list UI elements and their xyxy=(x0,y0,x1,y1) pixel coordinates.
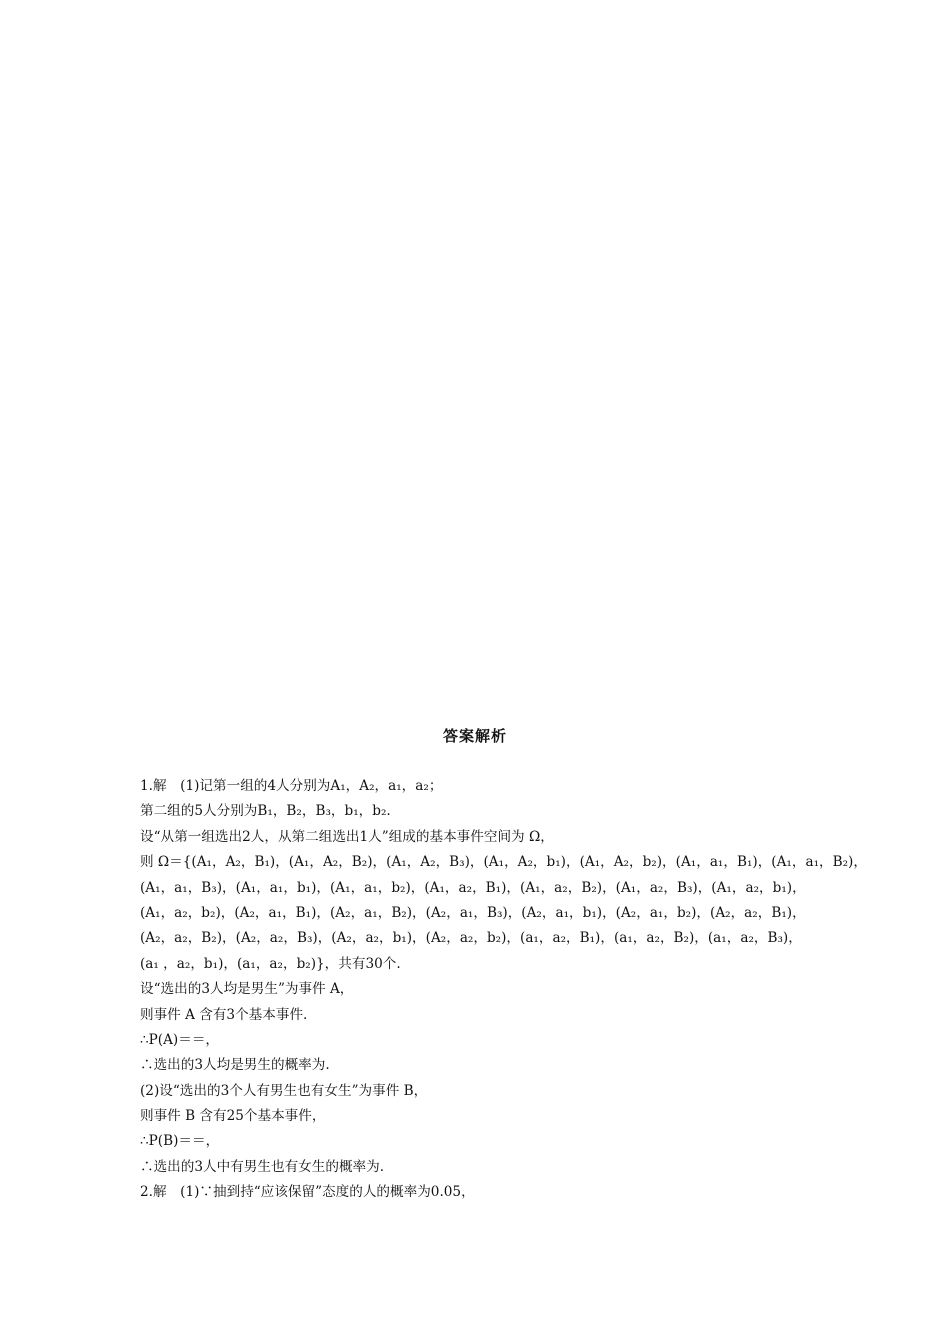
solution-line: 设“从第一组选出2人，从第二组选出1人”组成的基本事件空间为 Ω， xyxy=(140,828,554,845)
solution-line: (A₁，a₁，B₃)，(A₁，a₁，b₁)，(A₁，a₁，b₂)，(A₁，a₂，B₁)，(A₁，a₂，B₂)，(A₁，a₂，B₃)，(A₁，a₂，b₁)， xyxy=(140,879,806,896)
solution-body xyxy=(140,774,867,1206)
solution-line: 2.解 (1)∵抽到持“应该保留”态度的人的概率为0.05， xyxy=(140,1184,475,1201)
solution-line: 则 Ω＝{(A₁，A₂，B₁)，(A₁，A₂，B₂)，(A₁，A₂，B₃)，(A₁，A₂，b₁)，(A₁，A₂，b₂)，(A₁，a₁，B₁)，(A₁，a₁，B₂)， xyxy=(140,854,867,871)
solution-line: (a₁ ，a₂，b₁)，(a₁，a₂，b₂)}，共有30个. xyxy=(140,955,401,972)
solution-line: ∴P(A)＝＝， xyxy=(140,1031,220,1048)
solution-line: (A₁，a₂，b₂)，(A₂，a₁，B₁)，(A₂，a₁，B₂)，(A₂，a₁，B₃)，(A₂，a₁，b₁)，(A₂，a₁，b₂)，(A₂，a₂，B₁)， xyxy=(140,904,806,921)
solution-line: ∴选出的3人均是男生的概率为. xyxy=(140,1057,330,1074)
solution-line: (A₂，a₂，B₂)，(A₂，a₂，B₃)，(A₂，a₂，b₁)，(A₂，a₂，b₂)，(a₁，a₂，B₁)，(a₁，a₂，B₂)，(a₁，a₂，B₃)， xyxy=(140,930,802,947)
solution-line: ∴选出的3人中有男生也有女生的概率为. xyxy=(140,1158,385,1175)
solution-line: 则事件 B 含有25个基本事件， xyxy=(140,1108,326,1125)
solution-line: ∴P(B)＝＝， xyxy=(140,1133,220,1150)
solution-line: 设“选出的3人均是男生”为事件 A， xyxy=(140,981,354,998)
solution-line: 则事件 A 含有3个基本事件. xyxy=(140,1006,308,1023)
answer-heading: 答案解析 xyxy=(442,727,507,745)
solution-line: (2)设“选出的3个人有男生也有女生”为事件 B， xyxy=(140,1082,428,1099)
solution-line: 第二组的5人分别为B₁，B₂，B₃，b₁，b₂. xyxy=(140,803,391,820)
solution-line: 1.解 (1)记第一组的4人分别为A₁，A₂，a₁，a₂； xyxy=(140,778,443,794)
